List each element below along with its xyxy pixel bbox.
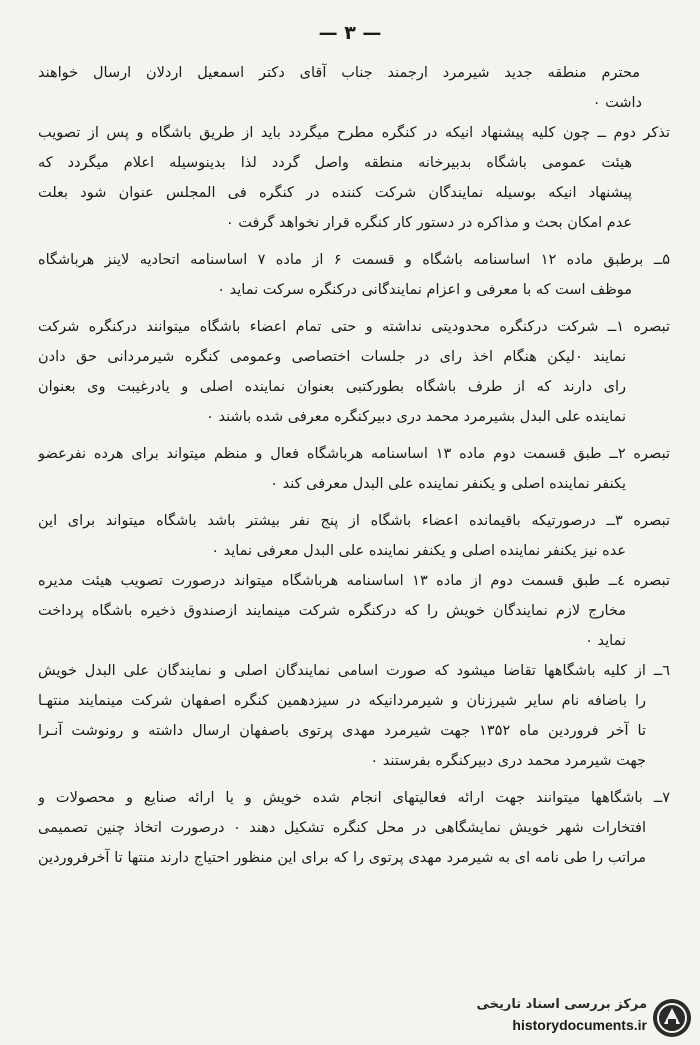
text-line: عده نیز یکنفر نماینده اصلی و یکنفر نماینده علی البدل معرفی نماید ۰ xyxy=(211,543,626,559)
text-line: رای دارند که از طرف باشگاه بطورکتبی بعنوان نماینده اصلی و یادرغیبت وی بعنوان xyxy=(38,379,626,395)
text-line: تا آخر فروردین ماه ۱۳۵۲ جهت شیرمرد مهدی پرتوی باصفهان ارسال داشته و رونوشت آنـرا xyxy=(38,723,646,739)
text-line: ۷ــ باشگاهها میتوانند جهت ارائه فعالیتهای انجام شده خویش و یا ارائه صنایع و محصولات و xyxy=(38,790,670,806)
text-line: داشت ۰ xyxy=(592,95,642,111)
page-number: — ۳ — xyxy=(318,22,382,44)
watermark-footer xyxy=(405,995,697,1039)
text-line: مراتب را طی نامه ای به شیرمرد مهدی پرتوی را که برای این منظور احتیاج دارند منتها تا آخرفروردین xyxy=(38,850,646,866)
text-line: موظف است که با معرفی و اعزام نمایندگانی درکنگره سرکت نماید ۰ xyxy=(217,282,632,298)
text-line: هیئت عمومی باشگاه بدبیرخانه منطقه واصل گردد لذا بدینوسیله اعلام میگردد که xyxy=(38,155,632,171)
text-line: ۵ــ برطبق ماده ۱۲ اساسنامه باشگاه و قسمت ۶ از ماده ۷ اساسنامه اتحادیه لاینز هرباشگاه xyxy=(38,252,670,268)
text-line: تبصره ۳ــ درصورتیکه باقیمانده اعضاء باشگاه از پنج نفر بیشتر باشد باشگاه میتواند برای این xyxy=(38,513,670,529)
text-line: عدم امکان بحث و مذاکره در دستور کار کنگره قرار نخواهد گرفت ۰ xyxy=(225,215,632,231)
text-line: نماید ۰ xyxy=(585,633,626,649)
text-line: نماینده علی البدل بشیرمرد محمد دری دبیرکنگره معرفی شده باشند ۰ xyxy=(206,409,626,425)
website-link[interactable]: historydocuments.ir xyxy=(512,1017,647,1033)
text-line: افتخارات شهر خویش نمایشگاهی در محل کنگره تشکیل دهند ۰ درصورت اتخاذ چنین تصمیمی xyxy=(38,820,646,836)
text-line: تذکر دوم ــ چون کلیه پیشنهاد انیکه در کنگره مطرح میگردد باید از طریق باشگاه و پس از تصویب xyxy=(38,125,670,141)
text-line: مخارج لازم نمایندگان خویش را که درکنگره شرکت مینمایند ازصندوق ذخیره باشگاه پرداخت xyxy=(38,603,626,619)
document-body xyxy=(38,58,670,873)
text-line: جهت شیرمرد محمد دری دبیرکنگره بفرستند ۰ xyxy=(370,753,646,769)
text-line: محترم منطقه جدید شیرمرد ارجمند جناب آقای دکتر اسمعیل اردلان ارسال خواهند xyxy=(38,65,640,81)
text-line: نمایند ۰لیکن هنگام اخذ رای در جلسات اختصاصی وعمومی کنگره شیرمردانی حق دادن xyxy=(38,349,626,365)
text-line: تبصره ۱ــ شرکت درکنگره محدودیتی نداشته و حتی تمام اعضاء باشگاه میتوانند درکنگره شرکت xyxy=(38,319,670,335)
text-line: تبصره ٤ــ طبق قسمت دوم از ماده ۱۳ اساسنامه هرباشگاه میتواند درصورت تصویب هیئت مدیره xyxy=(38,573,670,589)
text-line: یکنفر نماینده اصلی و یکنفر نماینده علی البدل معرفی کند ۰ xyxy=(270,476,626,492)
text-line: را باضافه نام سایر شیرزنان و شیرمردانیکه در سیزدهمین کنگره اصفهان شرکت مینمایند منتهـا xyxy=(38,693,646,709)
text-line: ٦ــ از کلیه باشگاهها تقاضا میشود که صورت اسامی نمایندگان اصلی و نمایندگان علی البدل خویش xyxy=(38,663,670,679)
text-line: پیشنهاد انیکه بوسیله نمایندگان شرکت کننده در کنگره فی المجلس عنوان شود بعلت xyxy=(38,185,632,201)
archive-seal-icon xyxy=(651,997,693,1039)
brand-name: مرکز بررسی اسناد تاریخی xyxy=(476,997,647,1012)
text-line: تبصره ۲ــ طبق قسمت دوم ماده ۱۳ اساسنامه هرباشگاه فعال و منظم میتواند برای هرده نفرعضو xyxy=(38,446,670,462)
